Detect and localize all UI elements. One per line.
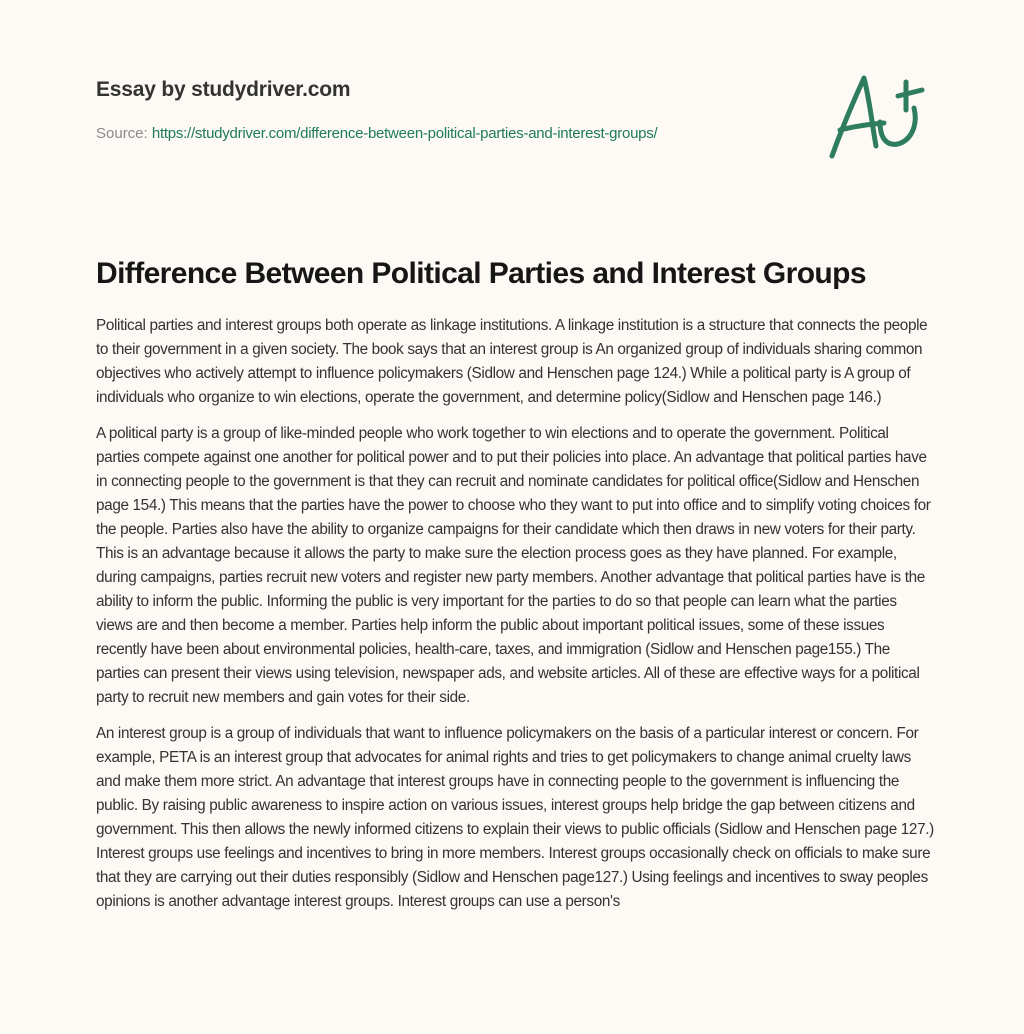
essay-paragraph: An interest group is a group of individuals that want to influence policymakers on the basis of a particular interest or concern. For example, PETA is an interest group that advocates for animal rights and tries to get policymakers to change animal cruelty laws and make them more strict. An advantage that interest groups have in connecting people to the government is influencing the public. By raising public awareness to inspire action on various issues, interest groups help bridge the gap between citizens and government. This then allows the newly informed citizens to explain their views to public officials (Sidlow and Henschen page 127.) Interest groups use feelings and incentives to bring in more members. Interest groups occasionally check on officials to make sure that they are carrying out their duties responsibly (Sidlow and Henschen page127.) Using feelings and incentives to sway peoples opinions is another advantage interest groups. Interest groups can use a person's [96,725,934,910]
essay-header [96,76,816,144]
essay-paragraph: A political party is a group of like-minded people who work together to win elections and to operate the government. Political parties compete against one another for political power and to put their policies into place. An advantage that political parties have in connecting people to the government is that they can recruit and nominate candidates for political office(Sidlow and Henschen page 154.) This means that the parties have the power to choose who they want to put into office and to simplify voting choices for the people. Parties also have the ability to organize campaigns for their candidate which then draws in new voters for their party. This is an advantage because it allows the party to make sure the election process goes as they have planned. For example, during campaigns, parties recruit new voters and register new party members. Another advantage that political parties have is the ability to inform the public. Informing the public is very important for the parties to do so that people can learn what the parties views are and then become a member. Parties help inform the public about important political issues, some of these issues recently have been about environmental policies, health-care, taxes, and immigration (Sidlow and Henschen page155.) The parties can present their views using television, newspaper ads, and website articles. All of these are effective ways for a political party to recruit new members and gain votes for their side. [96,425,931,706]
source-link[interactable]: https://studydriver.com/difference-between-political-parties-and-interest-groups/ [151,125,658,142]
essay-paragraph: Political parties and interest groups both operate as linkage institutions. A linkage institution is a structure that connects the people to their government in a given society. The book says that an interest group is An organized group of individuals sharing common objectives who actively attempt to influence policymakers (Sidlow and Henschen page 124.) While a political party is A group of individuals who organize to win elections, operate the government, and determine policy(Sidlow and Henschen page 146.) [96,317,928,406]
a-plus-grade-icon [818,66,930,166]
essay-title: Difference Between Political Parties and Interest Groups [96,257,866,290]
essay-body [96,314,934,926]
site-title: Essay by studydriver.com [96,78,351,101]
source-line [96,124,816,144]
source-label: Source: [96,125,148,142]
